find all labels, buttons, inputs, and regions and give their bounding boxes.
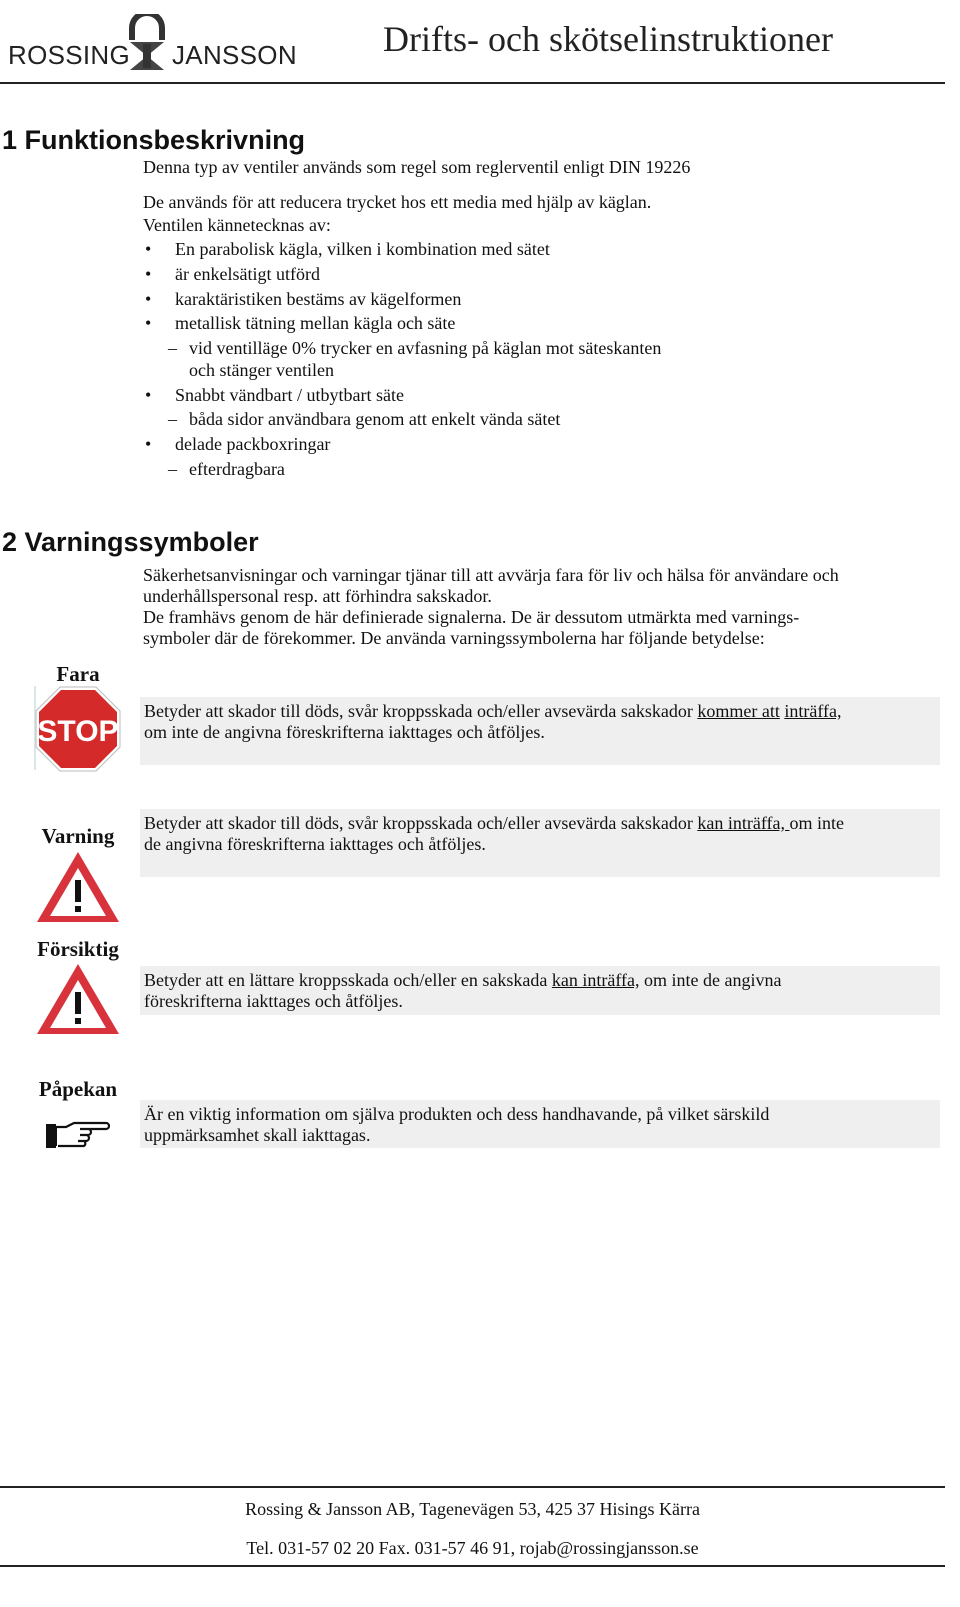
header-rule xyxy=(0,82,945,84)
logo xyxy=(8,40,297,72)
bullet-icon: • xyxy=(145,289,152,309)
forsiktig-line-2: föreskrifterna iakttages och åtföljes. xyxy=(144,991,403,1011)
bullet-icon: • xyxy=(145,313,152,333)
section2-heading: 2 Varningssymboler xyxy=(2,527,259,557)
fara-label: Fara xyxy=(56,662,100,686)
section1-heading: 1 Funktionsbeskrivning xyxy=(2,125,306,155)
papekan-line-1: Är en viktig information om själva produkten och dess handhavande, på vilket särskild xyxy=(144,1104,770,1124)
warning-triangle-icon xyxy=(35,850,121,924)
logo-text-right: JANSSON xyxy=(172,40,297,70)
forsiktig-description-box xyxy=(140,966,940,1015)
logo-mark-icon xyxy=(126,14,168,72)
intro-line: symboler där de förekommer. De använda varningssymbolerna har följande betydelse: xyxy=(143,628,765,648)
papekan-label: Påpekan xyxy=(38,1077,118,1101)
footer-rule-bottom xyxy=(0,1565,945,1567)
fara-description-box xyxy=(140,697,940,765)
fara-line-2: om inte de angivna föreskrifterna iakttages och åtföljes. xyxy=(144,722,545,742)
warning-triangle-icon xyxy=(35,962,121,1036)
fara-line-1: Betyder att skador till döds, svår kroppsskada och/eller avsevärda sakskador kommer att inträffa, xyxy=(144,701,842,721)
section1-paragraph-2: De används för att reducera trycket hos ett media med hjälp av käglan. xyxy=(143,192,652,212)
section2-intro xyxy=(143,565,943,649)
footer-address: Rossing & Jansson AB, Tagenevägen 53, 425 37 Hisings Kärra xyxy=(245,1499,700,1519)
bullet-icon: • xyxy=(145,264,152,284)
section1-paragraph-1: Denna typ av ventiler används som regel som reglerventil enligt DIN 19226 xyxy=(143,157,691,177)
pointing-hand-icon xyxy=(44,1118,110,1152)
varning-line-1: Betyder att skador till döds, svår kroppsskada och/eller avsevärda sakskador kan inträffa, om inte xyxy=(144,813,844,833)
varning-description-box xyxy=(140,809,940,877)
footer-contact: Tel. 031-57 02 20 Fax. 031-57 46 91, rojab@rossingjansson.se xyxy=(246,1538,699,1558)
papekan-description-box xyxy=(140,1100,940,1148)
intro-line: Säkerhetsanvisningar och varningar tjänar till att avvärja fara för liv och hälsa för användare och xyxy=(143,565,839,585)
stop-sign-text: STOP xyxy=(37,715,119,748)
intro-line: De framhävs genom de här definierade signalerna. De är dessutom utmärkta med varnings- xyxy=(143,607,800,627)
section1-paragraph-3: Ventilen kännetecknas av: xyxy=(143,215,331,235)
forsiktig-label: Försiktig xyxy=(37,937,119,961)
intro-line: underhållspersonal resp. att förhindra sakskador. xyxy=(143,586,492,606)
bullet-icon: • xyxy=(145,385,152,405)
stop-sign-icon xyxy=(35,686,121,772)
footer-rule-top xyxy=(0,1486,945,1488)
varning-label: Varning xyxy=(41,824,115,848)
bullet-icon: • xyxy=(145,434,152,454)
forsiktig-line-1: Betyder att en lättare kroppsskada och/eller en sakskada kan inträffa, om inte de angivna xyxy=(144,970,782,990)
papekan-line-2: uppmärksamhet skall iakttagas. xyxy=(144,1125,371,1145)
logo-text-left: ROSSING xyxy=(8,40,131,70)
bullet-icon: • xyxy=(145,239,152,259)
document-title: Drifts- och skötselinstruktioner xyxy=(383,19,833,59)
varning-line-2: de angivna föreskrifterna iakttages och åtföljes. xyxy=(144,834,486,854)
